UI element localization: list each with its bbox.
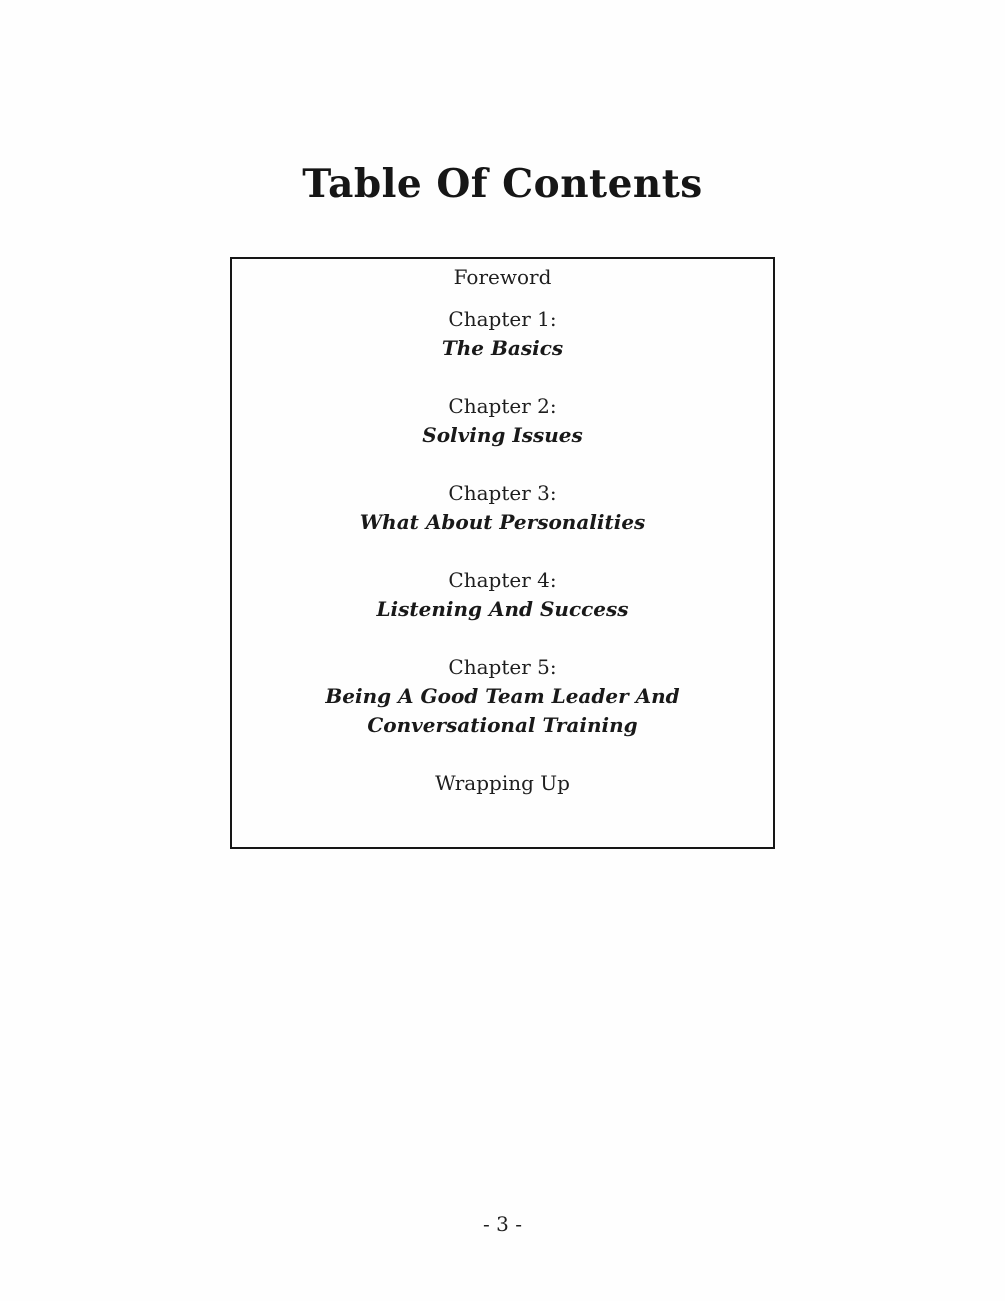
toc-entry-chapter-4 — [244, 566, 761, 624]
toc-entry-foreword — [244, 263, 761, 292]
toc-entry-chapter-1 — [244, 305, 761, 363]
page-title: Table Of Contents — [302, 161, 703, 208]
toc-entry-chapter-2 — [244, 392, 761, 450]
toc-entry-label: Chapter 4: — [448, 568, 557, 593]
toc-entry-label: Chapter 5: — [448, 655, 557, 680]
toc-entry-chapter-3 — [244, 479, 761, 537]
toc-entry-title: What About Personalities — [359, 510, 646, 535]
toc-entry-label: Chapter 1: — [448, 307, 557, 332]
page-number: - 3 - — [483, 1212, 522, 1236]
toc-entry-label: Chapter 3: — [448, 481, 557, 506]
toc-entry-title: Solving Issues — [422, 423, 583, 448]
toc-entry-title: Listening And Success — [376, 597, 629, 622]
toc-box — [230, 257, 775, 849]
toc-entry-wrapping-up — [244, 769, 761, 798]
toc-entry-label: Chapter 2: — [448, 394, 557, 419]
toc-entry-title: The Basics — [441, 336, 564, 361]
toc-entry-title: Being A Good Team Leader And Conversational Training — [325, 684, 680, 738]
toc-entry-chapter-5 — [244, 653, 761, 740]
toc-entry-label: Foreword — [453, 265, 552, 290]
toc-entry-label: Wrapping Up — [435, 771, 570, 796]
